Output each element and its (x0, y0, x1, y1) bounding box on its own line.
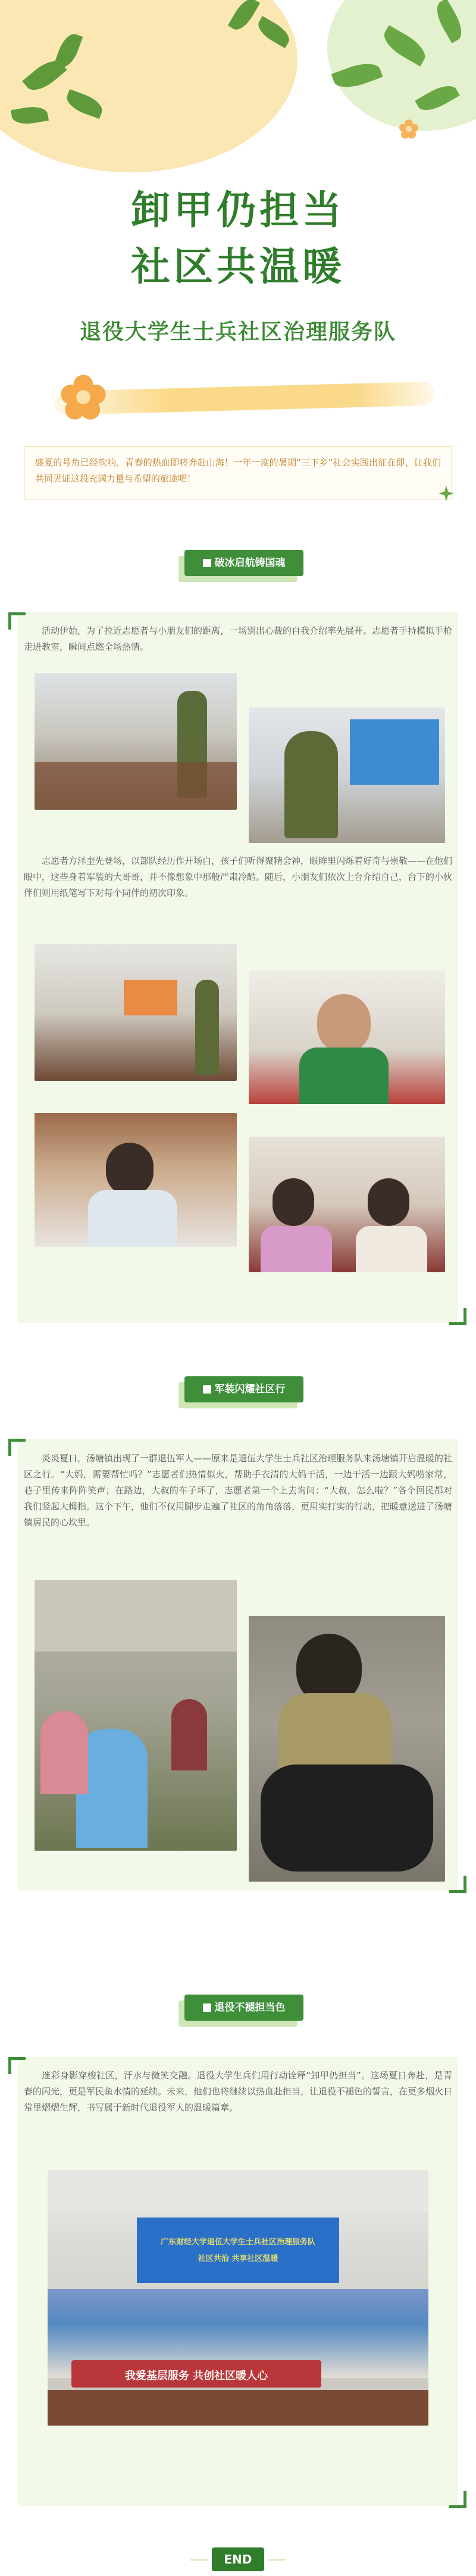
section-tag-1 (178, 550, 303, 586)
photo-girl-writing (35, 1113, 237, 1247)
photo-boy-standing (249, 970, 445, 1104)
section2-paragraph-1: 炎炎夏日，汤塘镇出现了一群退伍军人——原来是退伍大学生士兵社区治理服务队来汤塘镇开启温暖的社区之行。“大妈，需要帮忙吗？”志愿者们热情似火，帮助手衣清的大妈干活，一边干活一边跟大妈唠家常，巷子里传来阵阵笑声；在路边，大叔的车子坏了，志愿者第一个上去询问：“大叔，怎么啦？”各个回民都对我们竖起大拇指。这个下午，他们不仅用脚步走遍了社区的角角落落，更用实打实的行动，把暖意送进了汤塘镇居民的心坎里。 (24, 1453, 453, 1528)
corner-decoration (449, 1308, 466, 1325)
corner-decoration (8, 2057, 26, 2074)
flower-icon (399, 119, 419, 139)
sparkle-icon (437, 485, 455, 502)
section-tag-label: 退役不褪担当色 (214, 2002, 286, 2014)
section-tag-2 (178, 1376, 303, 1412)
flower-icon (60, 373, 107, 421)
photo-helping-elder (35, 1580, 237, 1851)
section1-paragraph-1: 活动伊始，为了拉近志愿者与小朋友们的距离，一场别出心裁的自我介绍率先展开。志愿者手持模拟手枪走进教室，瞬间点燃全场热情。 (24, 625, 453, 652)
page-title-line1: 卸甲仍担当 (131, 187, 345, 233)
corner-decoration (8, 612, 26, 630)
section-tag-label: 破冰启航铸国魂 (214, 557, 286, 569)
section1-paragraph-2: 志愿者方泽奎先登场，以部队经历作开场白，孩子们听得聚精会神，眼眸里闪烁着好奇与崇敬——在他们眼中，这些身着军装的大哥哥，并不像想象中那般严肃冷酷。随后，小朋友们依次上台介绍自己，台下的小伙伴们则用纸笔写下对每个同伴的初次印象。 (24, 855, 453, 898)
decorative-brush-stroke (54, 382, 435, 416)
corner-decoration (449, 2491, 466, 2508)
banner-line2: 社区共治 共享社区温暖 (198, 2254, 278, 2263)
photo-fixing-scooter (249, 1616, 445, 1882)
end-badge: END (212, 2547, 264, 2571)
banner-line1: 广东财经大学退伍大学生士兵社区治理服务队 (160, 2238, 315, 2247)
tag-icon (203, 2003, 211, 2012)
banner-bottom-text: 我爱基层服务 共创社区暖人心 (124, 2370, 268, 2382)
tag-icon (203, 559, 211, 567)
photo-classroom-intro (35, 673, 237, 810)
intro-text: 盛夏的号角已经吹响，青春的热血即将奔赴山海！一年一度的暑期“三下乡”社会实践出征在即，让我们共同见证这段充满力量与希望的旅途吧！ (24, 446, 452, 499)
corner-decoration (449, 1876, 466, 1893)
tag-icon (203, 1385, 211, 1394)
section3-paragraph-1: 迷彩身影穿梭社区，汗水与微笑交融。退役大学生兵们用行动诠释“卸甲仍担当”。这场夏日奔赴，是青春的闪光，更是军民鱼水情的延续。未来，他们也将继续以热血赴担当，让退役不褪色的誓言，在更多烟火日常里熠熠生辉，书写属于新时代退役军人的温暖篇章。 (24, 2070, 453, 2113)
photo-soldier-presenting (249, 707, 445, 843)
section-tag-label: 军装闪耀社区行 (214, 1383, 286, 1395)
page-title-line2: 社区共温暖 (131, 244, 345, 290)
page-subtitle: 退役大学生士兵社区治理服务队 (79, 320, 396, 344)
photo-kids-group (249, 1137, 445, 1272)
corner-decoration (8, 1439, 26, 1456)
section-tag-3 (178, 1995, 303, 2030)
photo-classroom-screen (35, 944, 237, 1081)
photo-group-banner (48, 2170, 428, 2426)
